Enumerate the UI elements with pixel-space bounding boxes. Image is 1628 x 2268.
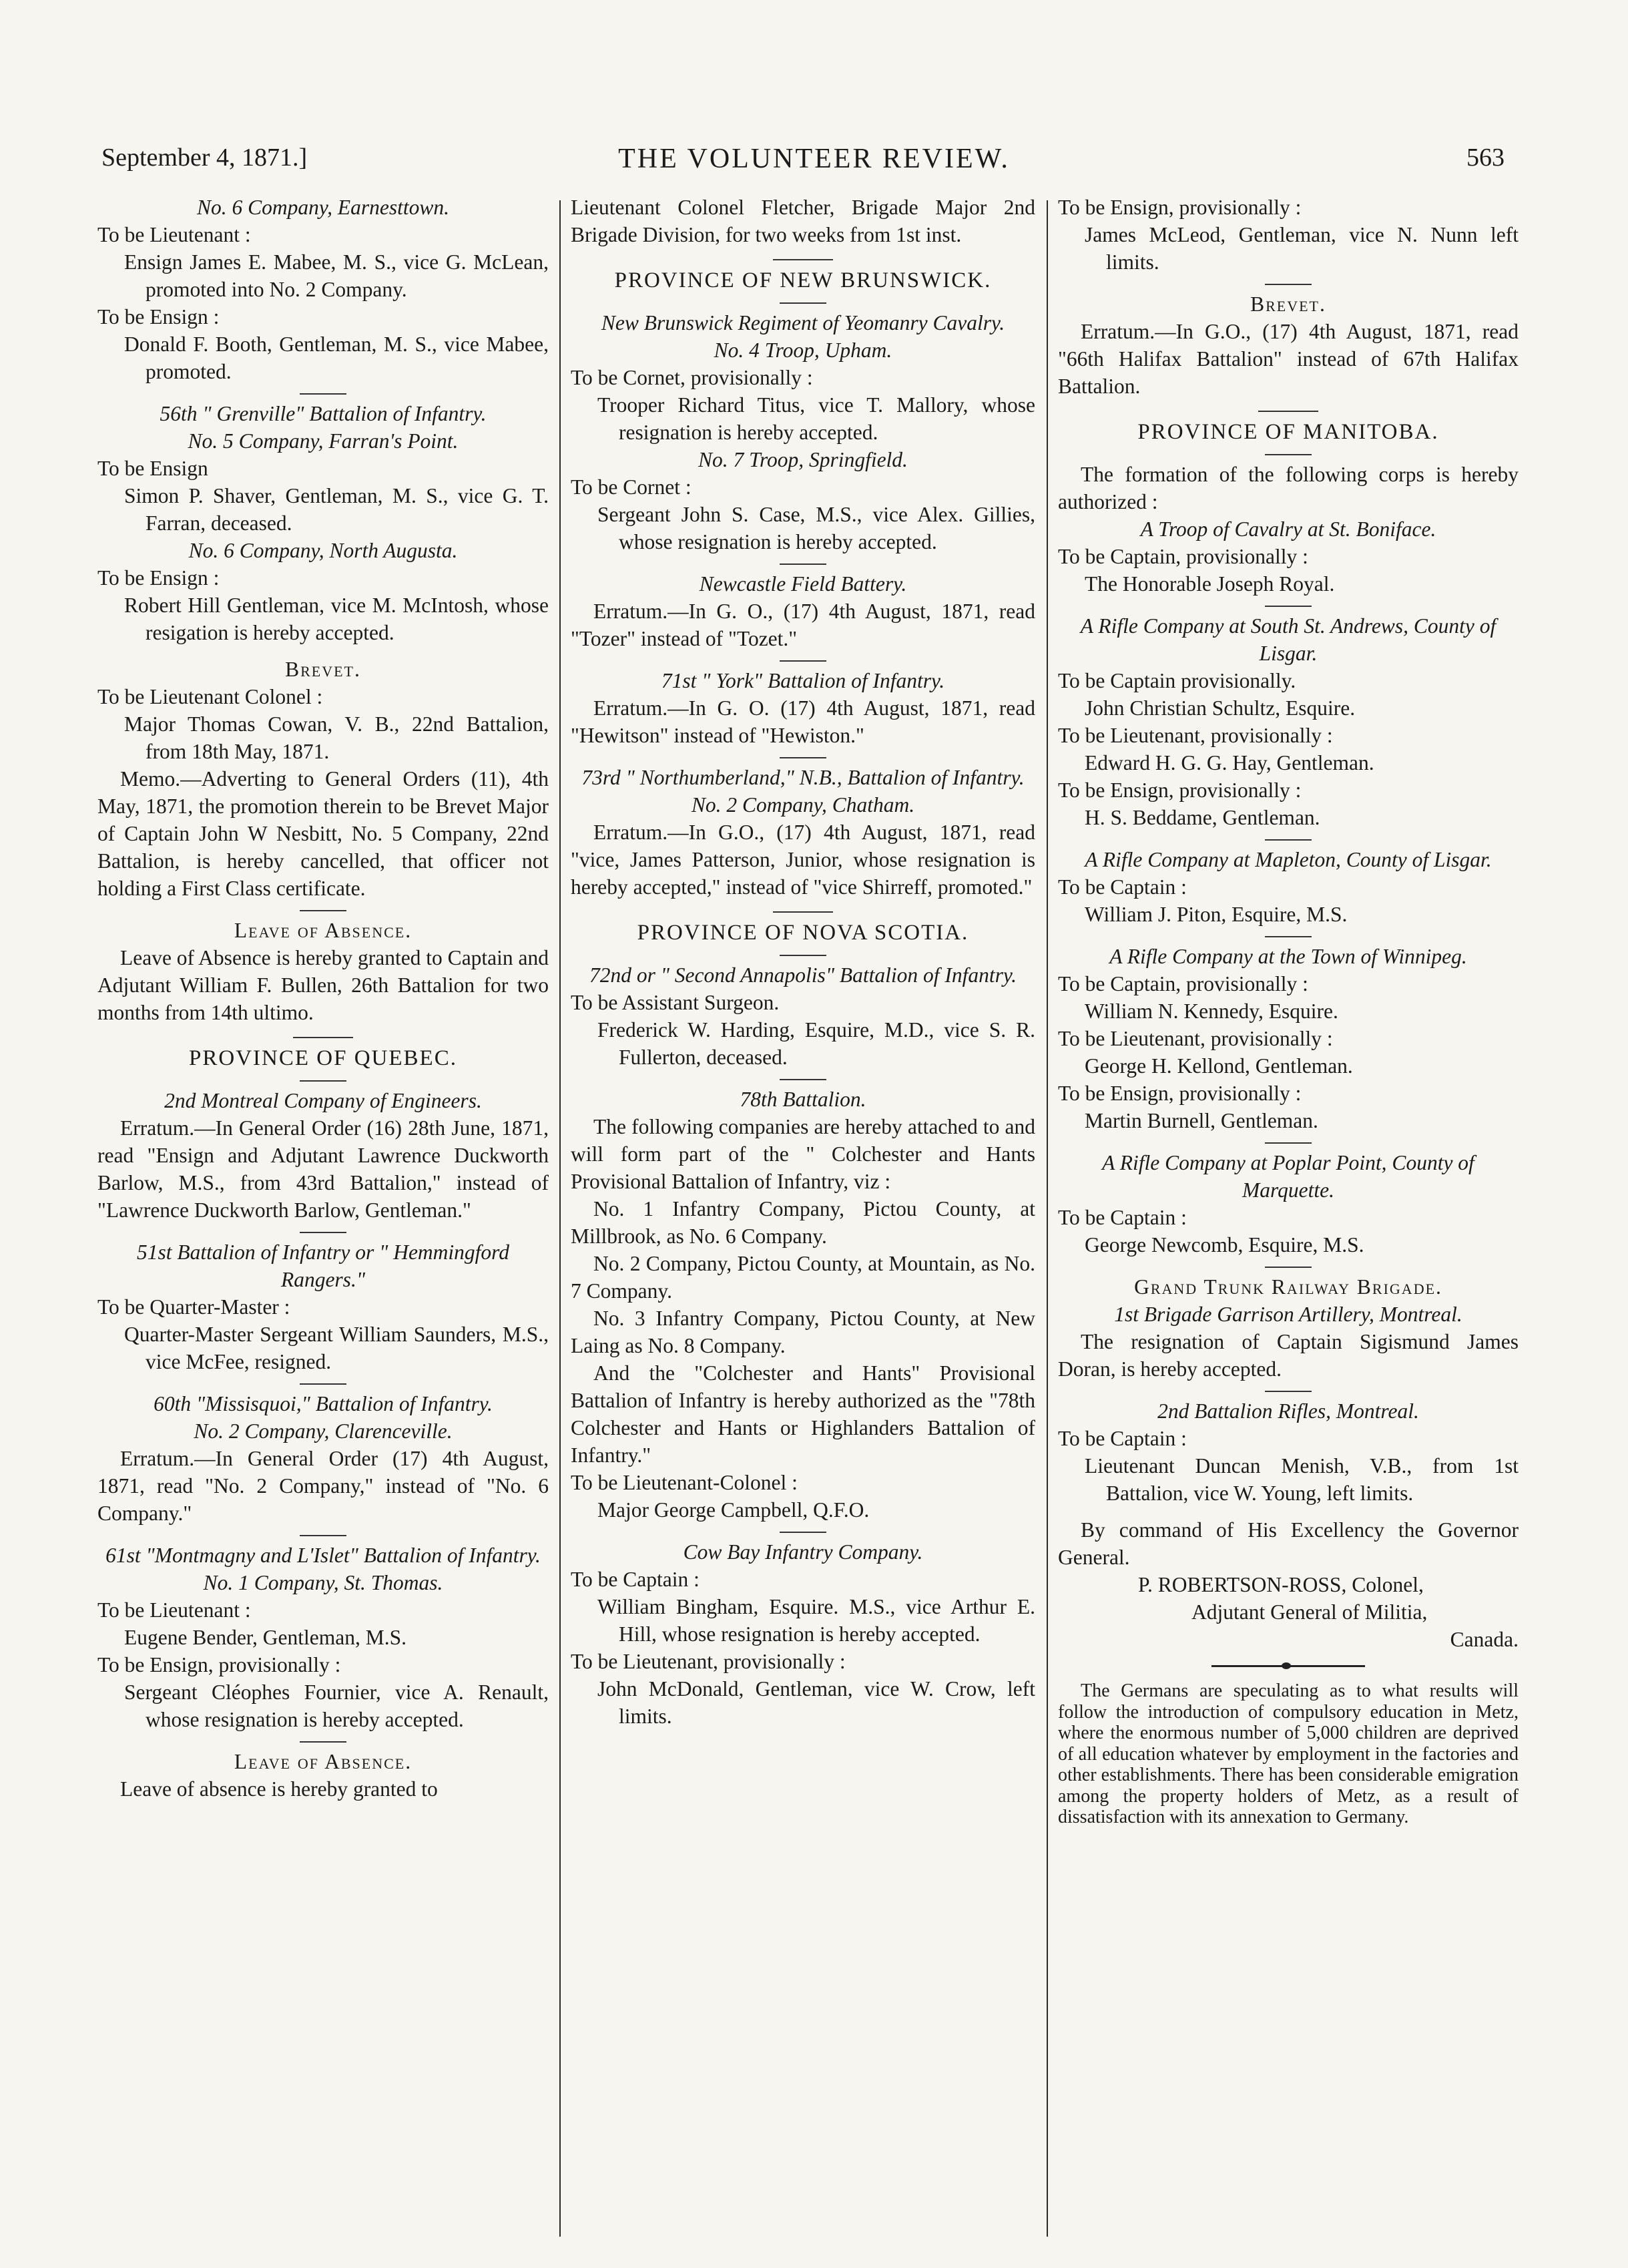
- appointment-label: To be Ensign, provisionally :: [1058, 1082, 1302, 1105]
- page-header: [0, 143, 1628, 183]
- appointment-label: To be Captain :: [1058, 875, 1187, 899]
- province-heading: PROVINCE OF NOVA SCOTIA.: [637, 921, 969, 945]
- section-heading: Grand Trunk Railway Brigade.: [1134, 1275, 1442, 1299]
- appointment-label: To be Cornet, provisionally :: [571, 366, 813, 389]
- section-subheading: 1st Brigade Garrison Artillery, Montreal.: [1114, 1303, 1462, 1326]
- appointment-name: Lieutenant Duncan Menish, V.B., from 1st Battalion, vice W. Young, left limits.: [1085, 1454, 1519, 1505]
- section-heading: 2nd Montreal Company of Engineers.: [164, 1089, 482, 1112]
- appointment-label: To be Lieutenant, provisionally :: [1058, 724, 1333, 747]
- section-heading: A Troop of Cavalry at St. Boniface.: [1140, 517, 1436, 541]
- appointment-label: To be Captain :: [571, 1568, 700, 1591]
- appointment-name: Martin Burnell, Gentleman.: [1085, 1109, 1318, 1132]
- divider: [300, 910, 346, 911]
- erratum-paragraph: Erratum.—In General Order (16) 28th June, 1871, read "Ensign and Adjutant Lawrence Duckworth Barlow, M.S., from 43rd Battalion," instead of "Lawrence Duckworth Barlow, Gentleman.": [97, 1116, 549, 1222]
- section-heading: 2nd Battalion Rifles, Montreal.: [1157, 1399, 1419, 1423]
- section-subheading: No. 6 Company, North Augusta.: [188, 539, 458, 562]
- section-heading: Cow Bay Infantry Company.: [683, 1540, 923, 1564]
- signature-country: Canada.: [1450, 1628, 1519, 1651]
- appointment-label: To be Captain, provisionally :: [1058, 545, 1308, 568]
- appointment-name: Simon P. Shaver, Gentleman, M. S., vice G. T. Farran, deceased.: [124, 484, 549, 535]
- appointment-label: To be Captain :: [1058, 1206, 1187, 1229]
- section-heading: Brevet.: [1250, 292, 1326, 316]
- appointment-label: To be Ensign, provisionally :: [1058, 196, 1302, 219]
- section-heading: Leave of Absence.: [234, 919, 413, 942]
- divider: [1258, 411, 1318, 412]
- province-heading: PROVINCE OF QUEBEC.: [189, 1046, 457, 1070]
- appointment-label: To be Captain, provisionally :: [1058, 972, 1308, 995]
- continued-paragraph: Lieutenant Colonel Fletcher, Brigade Major 2nd Brigade Division, for two weeks from 1st inst.: [571, 196, 1035, 246]
- divider: [1265, 454, 1312, 455]
- section-heading: 73rd " Northumberland," N.B., Battalion of Infantry.: [581, 766, 1025, 789]
- section-heading: 78th Battalion.: [740, 1088, 866, 1111]
- column-divider: [1047, 200, 1048, 2237]
- appointment-name: H. S. Beddame, Gentleman.: [1085, 806, 1320, 829]
- section-subheading: No. 5 Company, Farran's Point.: [188, 429, 459, 453]
- section-heading: 56th " Grenville" Battalion of Infantry.: [160, 402, 487, 425]
- section-heading: 61st "Montmagny and L'Islet" Battalion of Infantry.: [105, 1544, 541, 1567]
- section-heading: 71st " York" Battalion of Infantry.: [661, 669, 945, 692]
- section-subheading: No. 4 Troop, Upham.: [714, 338, 892, 362]
- appointment-label: To be Lieutenant, provisionally :: [571, 1650, 846, 1673]
- signature-name: P. ROBERTSON-ROSS, Colonel,: [1138, 1573, 1424, 1596]
- appointment-name: William N. Kennedy, Esquire.: [1085, 999, 1338, 1023]
- column-2: [571, 194, 1035, 2257]
- header-page-number: 563: [1466, 144, 1505, 172]
- section-heading: Brevet.: [285, 658, 361, 681]
- erratum-paragraph: Erratum.—In G.O., (17) 4th August, 1871, read "66th Halifax Battalion" instead of 67th Halifax Battalion.: [1058, 320, 1519, 398]
- appointment-name: Sergeant John S. Case, M.S., vice Alex. Gillies, whose resignation is hereby accepted.: [597, 503, 1035, 553]
- appointment-label: To be Lieutenant :: [97, 223, 251, 246]
- section-heading: Newcastle Field Battery.: [699, 572, 907, 596]
- notice-paragraph: The resignation of Captain Sigismund James Doran, is hereby accepted.: [1058, 1330, 1519, 1381]
- section-subheading: No. 7 Troop, Springfield.: [698, 448, 908, 471]
- section-heading: 51st Battalion of Infantry or " Hemmingford Rangers.": [136, 1240, 510, 1291]
- column-divider: [559, 200, 561, 2237]
- appointment-name: James McLeod, Gentleman, vice N. Nunn left limits.: [1085, 223, 1519, 274]
- divider: [1265, 606, 1312, 607]
- news-paragraph: The Germans are speculating as to what results will follow the introduction of compulsory education in Metz, where the enormous number of 5,000 children are deprived of all education whatever by employment in the factories and other establishments. There has been considerable emigration among the property holders of Metz, as a result of dissatisfaction with its annexation to Germany.: [1058, 1680, 1519, 1827]
- divider: [300, 1232, 346, 1233]
- section-heading: 60th "Missisquoi," Battalion of Infantry.: [154, 1392, 493, 1415]
- appointment-name: Sergeant Cléophes Fournier, vice A. Renault, whose resignation is hereby accepted.: [124, 1680, 549, 1731]
- divider: [300, 1535, 346, 1536]
- appointment-name: Eugene Bender, Gentleman, M.S.: [124, 1626, 407, 1649]
- appointment-label: To be Ensign: [97, 457, 208, 480]
- company-item: No. 1 Infantry Company, Pictou County, at Millbrook, as No. 6 Company.: [571, 1197, 1035, 1248]
- appointment-label: To be Lieutenant Colonel :: [97, 685, 323, 708]
- company-item: No. 2 Company, Pictou County, at Mountain, as No. 7 Company.: [571, 1252, 1035, 1303]
- divider: [773, 911, 833, 913]
- section-subheading: No. 2 Company, Chatham.: [691, 793, 915, 817]
- appointment-name: George H. Kellond, Gentleman.: [1085, 1054, 1353, 1078]
- section-heading: A Rifle Company at Poplar Point, County of Marquette.: [1102, 1151, 1474, 1202]
- divider: [780, 563, 826, 565]
- divider: [780, 955, 826, 956]
- notice-paragraph: The following companies are hereby attached to and will form part of the " Colchester and Hants Provisional Battalion of Infantry, viz :: [571, 1115, 1035, 1193]
- section-heading: No. 6 Company, Earnesttown.: [196, 196, 449, 219]
- divider: [780, 302, 826, 304]
- appointment-name: The Honorable Joseph Royal.: [1085, 572, 1335, 596]
- appointment-name: John McDonald, Gentleman, vice W. Crow, left limits.: [597, 1677, 1035, 1728]
- notice-paragraph: Leave of Absence is hereby granted to Captain and Adjutant William F. Bullen, 26th Battalion for two months from 14th ultimo.: [97, 946, 549, 1024]
- divider: [1265, 936, 1312, 937]
- appointment-label: To be Captain provisionally.: [1058, 669, 1296, 692]
- section-heading: A Rifle Company at South St. Andrews, County of Lisgar.: [1080, 614, 1497, 665]
- divider: [300, 393, 346, 395]
- province-heading: PROVINCE OF NEW BRUNSWICK.: [614, 268, 992, 292]
- appointment-name: Trooper Richard Titus, vice T. Mallory, whose resignation is hereby accepted.: [597, 393, 1035, 444]
- divider: [1265, 1391, 1312, 1392]
- notice-paragraph: The formation of the following corps is hereby authorized :: [1058, 463, 1519, 513]
- divider: [780, 1532, 826, 1533]
- appointment-label: To be Lieutenant-Colonel :: [571, 1471, 798, 1494]
- section-heading: 72nd or " Second Annapolis" Battalion of Infantry.: [589, 963, 1017, 987]
- section-subheading: No. 2 Company, Clarenceville.: [194, 1419, 453, 1443]
- appointment-name: William J. Piton, Esquire, M.S.: [1085, 903, 1348, 926]
- header-date: September 4, 1871.]: [101, 144, 308, 172]
- appointment-label: To be Captain :: [1058, 1427, 1187, 1450]
- divider: [1265, 1267, 1312, 1268]
- erratum-paragraph: Erratum.—In G.O., (17) 4th August, 1871, read "vice, James Patterson, Junior, whose resignation is hereby accepted," instead of "vice Shirreff, promoted.": [571, 821, 1035, 899]
- divider: [780, 1079, 826, 1080]
- divider: [1265, 839, 1312, 841]
- appointment-name: Frederick W. Harding, Esquire, M.D., vice S. R. Fullerton, deceased.: [597, 1018, 1035, 1069]
- appointment-label: To be Ensign, provisionally :: [1058, 778, 1302, 802]
- appointment-label: To be Assistant Surgeon.: [571, 991, 780, 1014]
- column-1: [97, 194, 549, 2257]
- section-heading: New Brunswick Regiment of Yeomanry Cavalry.: [601, 311, 1005, 334]
- appointment-name: Ensign James E. Mabee, M. S., vice G. McLean, promoted into No. 2 Company.: [124, 250, 549, 301]
- appointment-label: To be Ensign :: [97, 305, 220, 328]
- appointment-name: William Bingham, Esquire. M.S., vice Arthur E. Hill, whose resignation is hereby accepted.: [597, 1595, 1035, 1646]
- ornamental-divider: [1211, 1665, 1365, 1667]
- appointment-name: George Newcomb, Esquire, M.S.: [1085, 1233, 1364, 1257]
- memo-paragraph: Memo.—Adverting to General Orders (11), 4th May, 1871, the promotion therein to be Brevet Major of Captain John W Nesbitt, No. 5 Company, 22nd Battalion, is hereby cancelled, that officer not holding a First Class certificate.: [97, 767, 549, 900]
- erratum-paragraph: Erratum.—In G. O., (17) 4th August, 1871, read "Tozer" instead of "Tozet.": [571, 600, 1035, 650]
- appointment-name: John Christian Schultz, Esquire.: [1085, 696, 1356, 720]
- appointment-label: To be Cornet :: [571, 475, 692, 499]
- divider: [293, 1037, 353, 1038]
- company-item: No. 3 Infantry Company, Pictou County, at New Laing as No. 8 Company.: [571, 1307, 1035, 1357]
- divider: [773, 259, 833, 260]
- appointment-name: Edward H. G. G. Hay, Gentleman.: [1085, 751, 1374, 774]
- appointment-name: Quarter-Master Sergeant William Saunders, M.S., vice McFee, resigned.: [124, 1323, 549, 1373]
- appointment-name: Major Thomas Cowan, V. B., 22nd Battalion, from 18th May, 1871.: [124, 712, 549, 763]
- header-title: THE VOLUNTEER REVIEW.: [618, 144, 1010, 174]
- province-heading: PROVINCE OF MANITOBA.: [1137, 420, 1439, 444]
- appointment-label: To be Quarter-Master :: [97, 1295, 290, 1319]
- appointment-label: To be Lieutenant, provisionally :: [1058, 1027, 1333, 1050]
- appointment-name: Major George Campbell, Q.F.O.: [597, 1498, 870, 1522]
- signature-title: Adjutant General of Militia,: [1191, 1600, 1428, 1624]
- appointment-label: To be Ensign, provisionally :: [97, 1653, 341, 1676]
- notice-paragraph: Leave of absence is hereby granted to: [120, 1777, 438, 1801]
- appointment-name: Robert Hill Gentleman, vice M. McIntosh, whose resigation is hereby accepted.: [124, 594, 549, 644]
- notice-paragraph: And the "Colchester and Hants" Provisional Battalion of Infantry is hereby authorized as the "78th Colchester and Hants or Highlanders Battalion of Infantry.": [571, 1361, 1035, 1467]
- appointment-label: To be Lieutenant :: [97, 1598, 251, 1622]
- erratum-paragraph: Erratum.—In General Order (17) 4th August, 1871, read "No. 2 Company," instead of "No. 6 Company.": [97, 1447, 549, 1525]
- command-line: By command of His Excellency the Governor General.: [1058, 1518, 1519, 1569]
- divider: [780, 757, 826, 758]
- appointment-name: Donald F. Booth, Gentleman, M. S., vice Mabee, promoted.: [124, 332, 549, 383]
- section-heading: A Rifle Company at the Town of Winnipeg.: [1109, 945, 1467, 968]
- appointment-label: To be Ensign :: [97, 566, 220, 590]
- section-heading: A Rifle Company at Mapleton, County of Lisgar.: [1085, 848, 1492, 871]
- erratum-paragraph: Erratum.—In G. O. (17) 4th August, 1871, read "Hewitson" instead of "Hewiston.": [571, 696, 1035, 747]
- section-subheading: No. 1 Company, St. Thomas.: [203, 1571, 443, 1594]
- section-heading: Leave of Absence.: [234, 1750, 413, 1773]
- divider: [300, 1080, 346, 1082]
- divider: [300, 1383, 346, 1385]
- divider: [780, 660, 826, 662]
- column-3: [1058, 194, 1519, 2257]
- divider: [300, 1741, 346, 1743]
- divider: [1265, 1142, 1312, 1144]
- divider: [1265, 284, 1312, 285]
